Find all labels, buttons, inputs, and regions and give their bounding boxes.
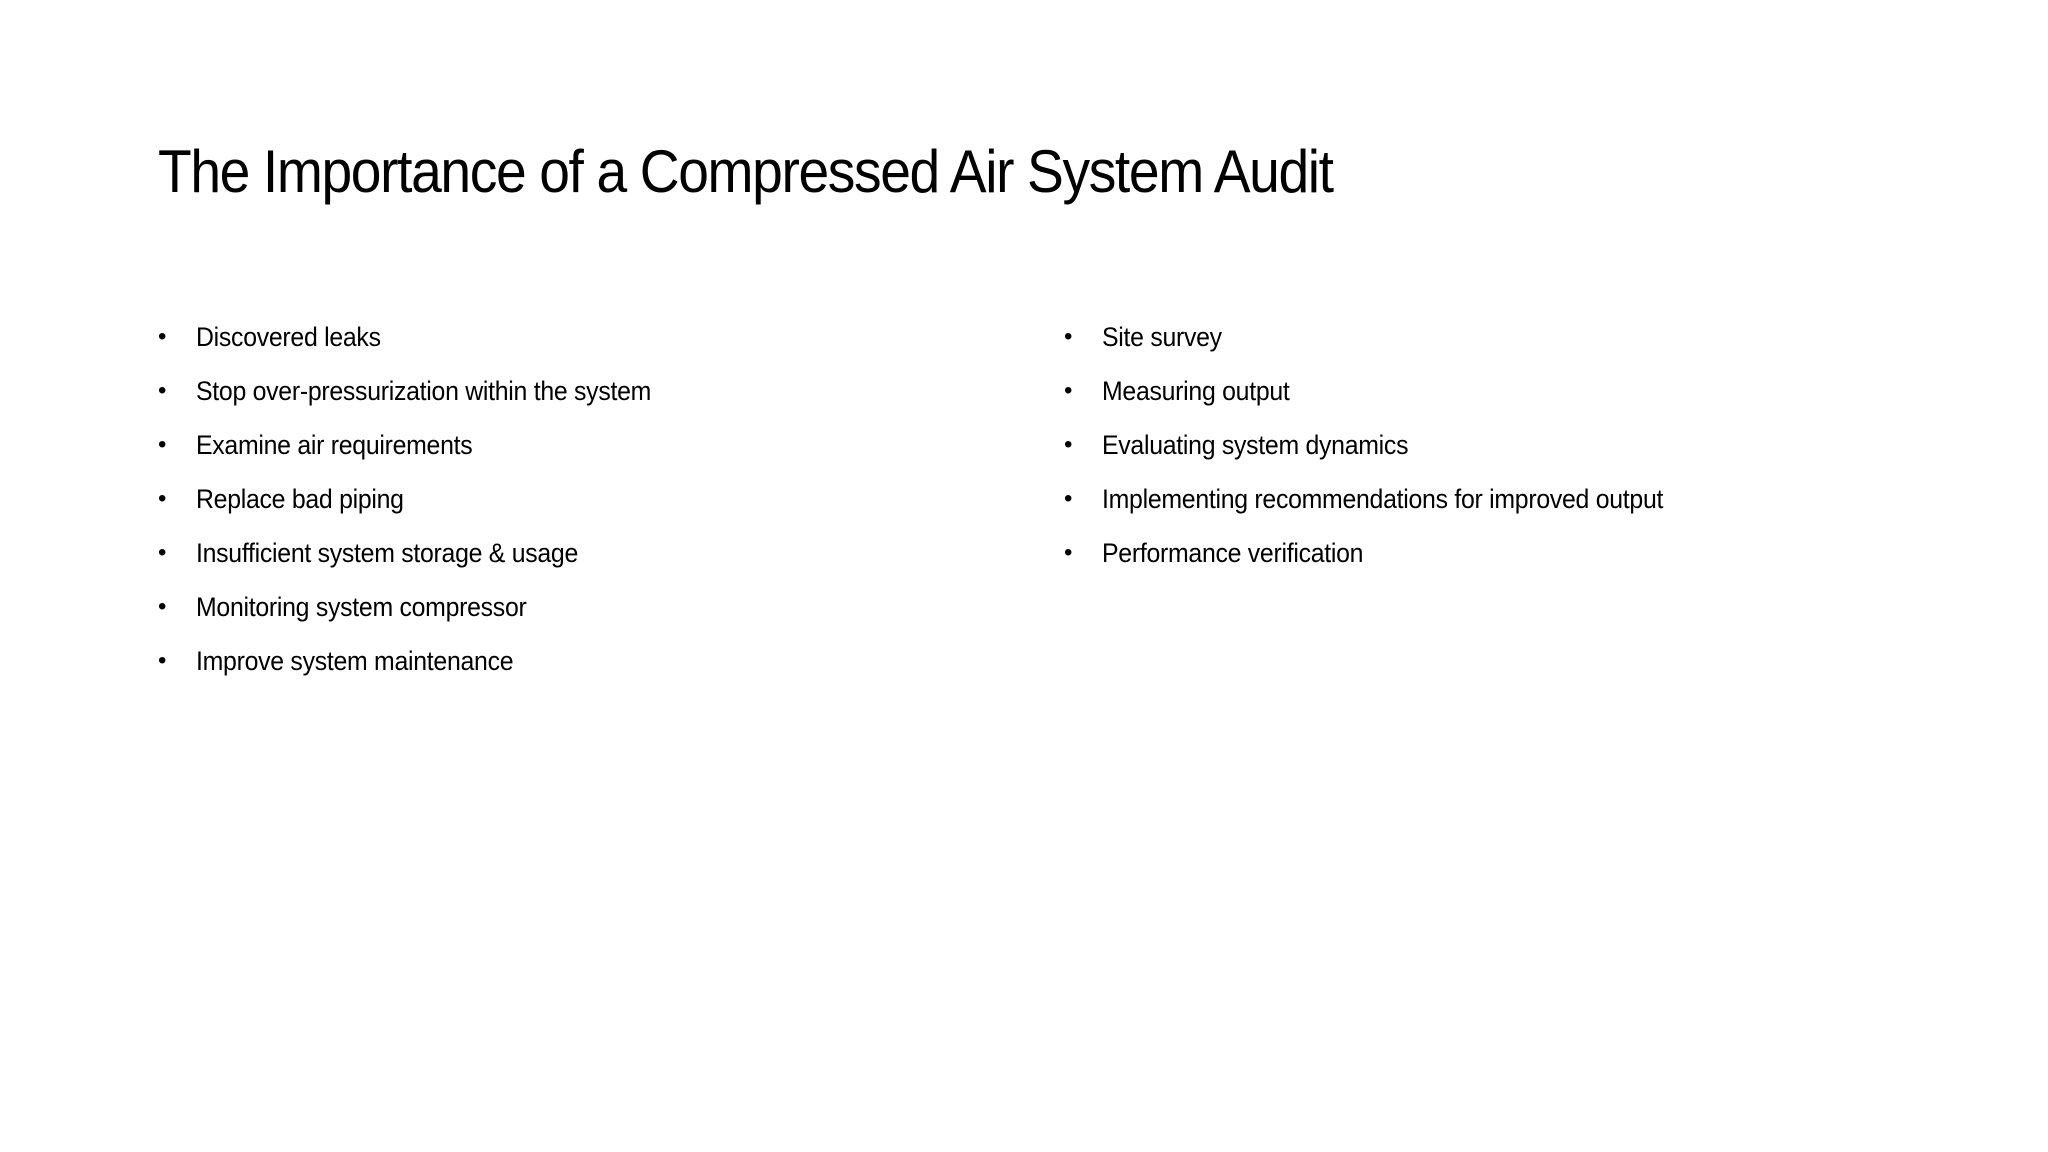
bullet-text: Examine air requirements — [196, 430, 473, 460]
bullet-item — [158, 526, 691, 580]
bullet-item — [158, 580, 691, 634]
bullet-text: Replace bad piping — [196, 484, 404, 514]
bullet-text: Site survey — [1102, 322, 1222, 352]
bullet-icon: • — [1064, 323, 1073, 350]
bullet-item — [158, 472, 691, 526]
bullet-item — [1064, 526, 1712, 580]
bullet-icon: • — [158, 539, 167, 566]
left-bullet-list — [158, 310, 691, 688]
bullet-text: Implementing recommendations for improved output — [1102, 484, 1664, 514]
bullet-item — [1064, 310, 1712, 364]
right-bullet-list — [1064, 310, 1712, 580]
bullet-text: Monitoring system compressor — [196, 592, 527, 622]
bullet-icon: • — [158, 377, 167, 404]
bullet-item — [158, 364, 691, 418]
bullet-icon: • — [158, 485, 167, 512]
bullet-item — [158, 310, 691, 364]
bullet-text: Evaluating system dynamics — [1102, 430, 1409, 460]
bullet-icon: • — [158, 431, 167, 458]
bullet-item — [1064, 418, 1712, 472]
bullet-icon: • — [158, 647, 167, 674]
bullet-text: Measuring output — [1102, 376, 1290, 406]
bullet-icon: • — [1064, 377, 1073, 404]
bullet-text: Performance verification — [1102, 538, 1364, 568]
bullet-text: Insufficient system storage & usage — [196, 538, 579, 568]
bullet-icon: • — [1064, 431, 1073, 458]
bullet-icon: • — [158, 323, 167, 350]
bullet-item — [158, 634, 691, 688]
bullet-icon: • — [1064, 485, 1073, 512]
slide-title: The Importance of a Compressed Air System Audit — [158, 138, 1333, 205]
bullet-icon: • — [158, 593, 167, 620]
bullet-text: Stop over-pressurization within the system — [196, 376, 652, 406]
bullet-text: Discovered leaks — [196, 322, 381, 352]
bullet-icon: • — [1064, 539, 1073, 566]
bullet-item — [1064, 364, 1712, 418]
bullet-item — [1064, 472, 1712, 526]
bullet-text: Improve system maintenance — [196, 646, 514, 676]
bullet-item — [158, 418, 691, 472]
